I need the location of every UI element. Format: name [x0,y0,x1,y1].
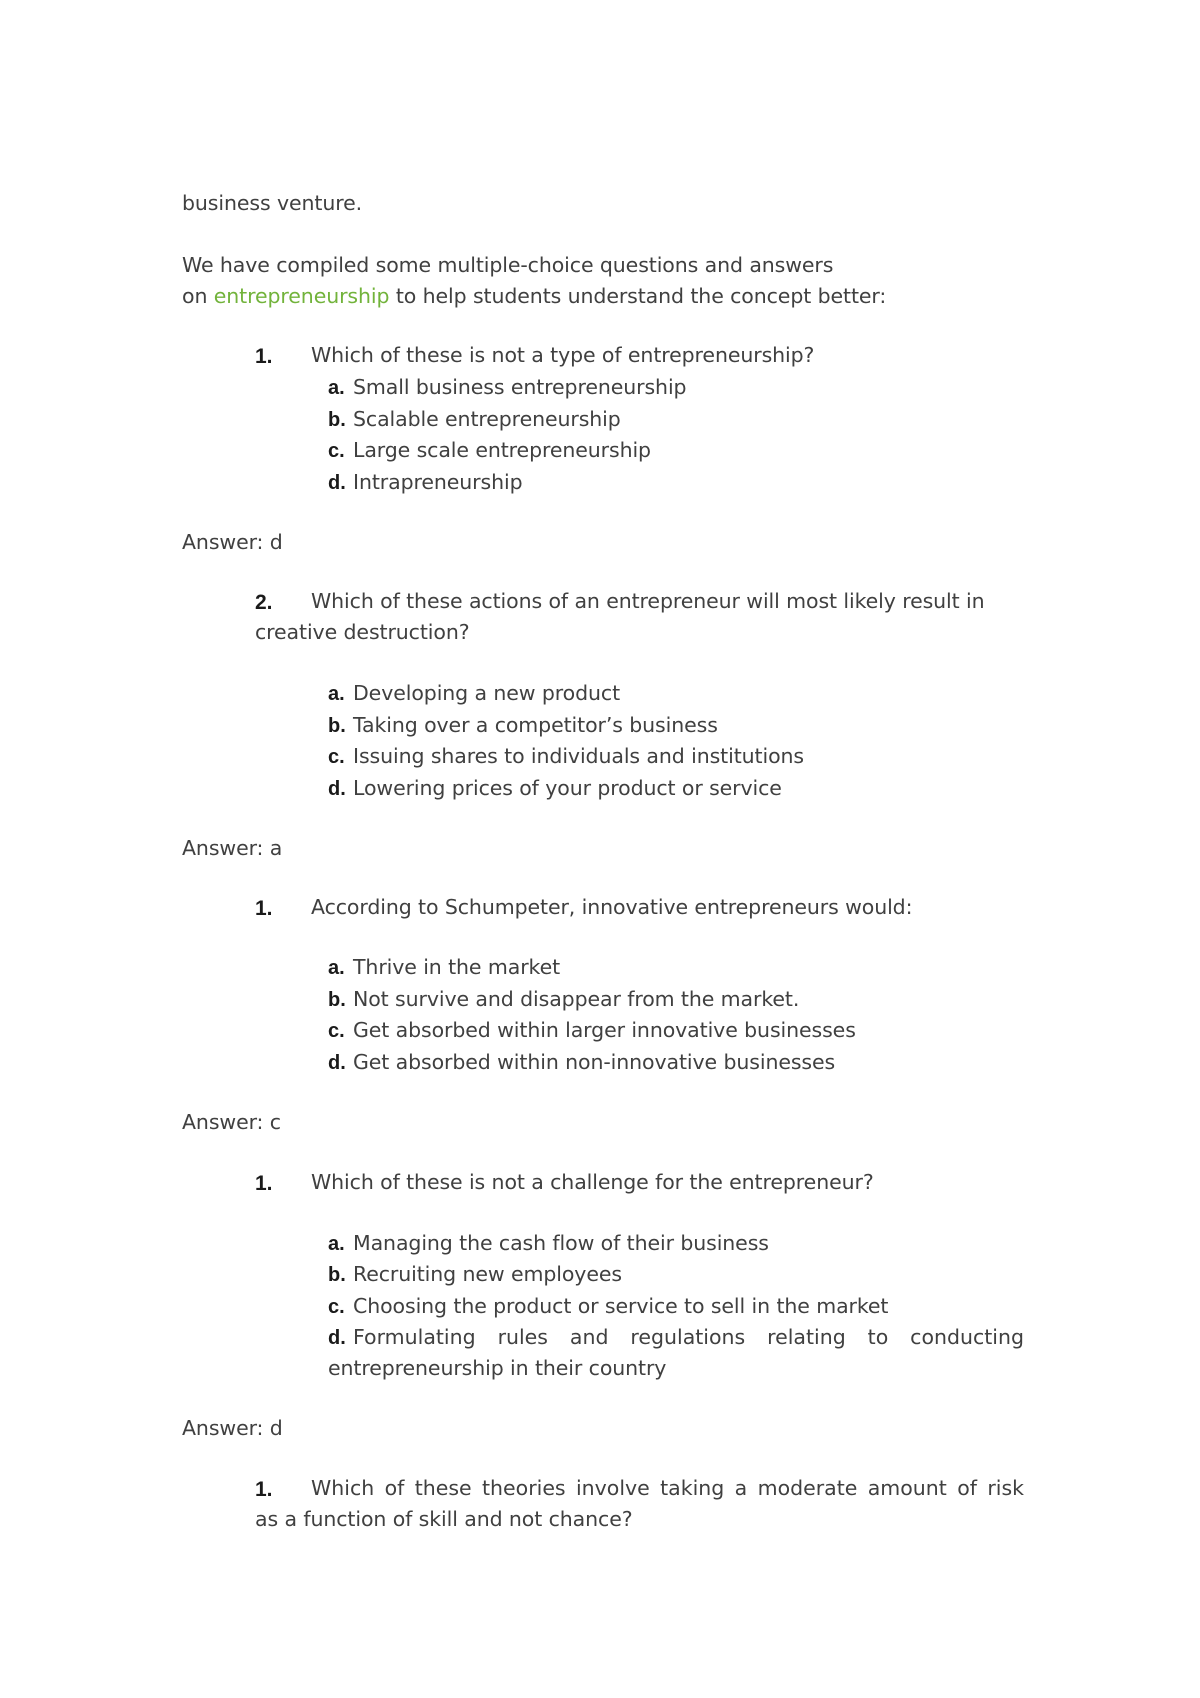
intro-suffix: to help students understand the concept better: [389,284,887,308]
question-text-line2: as a function of skill and not chance? [255,1507,633,1531]
option-letter: c. [328,440,345,462]
option-letter: b. [328,989,346,1011]
option-text-line2: entrepreneurship in their country [328,1356,667,1380]
option-text: Recruiting new employees [353,1262,622,1286]
option-text: Thrive in the market [353,955,561,979]
question-text-line2: creative destruction? [255,620,470,644]
option-text: Taking over a competitor’s business [353,713,718,737]
option-letter: d. [328,1052,346,1074]
option-letter: c. [328,1296,345,1318]
option-letter: a. [328,683,345,705]
answer-text: Answer: a [182,836,283,860]
answer-text: Answer: c [182,1110,281,1134]
option-letter: a. [328,957,345,979]
question-number: 2. [255,591,273,614]
option-text: Intrapreneurship [353,470,523,494]
option-letter: d. [328,778,346,800]
option-text: Issuing shares to individuals and institutions [353,744,804,768]
option-letter: a. [328,1233,345,1255]
question-number: 1. [255,345,273,368]
option-text: Managing the cash flow of their business [353,1231,769,1255]
option-text: Get absorbed within larger innovative businesses [353,1018,856,1042]
question-text: According to Schumpeter, innovative entrepreneurs would: [311,895,913,919]
option-text: Formulating rules and regulations relating to conducting [353,1325,1024,1349]
answer-text: Answer: d [182,1416,283,1440]
question-text: Which of these is not a challenge for the entrepreneur? [311,1170,874,1194]
option-letter: d. [328,472,346,494]
answer-text: Answer: d [182,530,283,554]
option-letter: b. [328,409,346,431]
option-text: Scalable entrepreneurship [353,407,621,431]
option-letter: b. [328,715,346,737]
intro-line-2 [182,281,886,312]
question-text: Which of these actions of an entrepreneur will most likely result in [311,589,985,613]
option-letter: d. [328,1327,346,1349]
option-letter: c. [328,1020,345,1042]
intro-line-1: We have compiled some multiple-choice questions and answers [182,253,834,277]
intro-prefix: on [182,284,214,308]
option-text: Small business entrepreneurship [353,375,687,399]
option-letter: c. [328,746,345,768]
entrepreneurship-link[interactable]: entrepreneurship [213,284,390,308]
option-text: Developing a new product [353,681,621,705]
option-text: Large scale entrepreneurship [353,438,651,462]
option-text: Choosing the product or service to sell in the market [353,1294,889,1318]
intro-line-0: business venture. [182,191,363,215]
question-text: Which of these is not a type of entrepreneurship? [311,343,815,367]
option-text: Lowering prices of your product or service [353,776,782,800]
question-number: 1. [255,897,273,920]
option-letter: a. [328,377,345,399]
question-text: Which of these theories involve taking a moderate amount of risk [311,1476,1024,1500]
question-number: 1. [255,1172,273,1195]
question-number: 1. [255,1478,273,1501]
option-letter: b. [328,1264,346,1286]
option-text: Get absorbed within non-innovative businesses [353,1050,836,1074]
option-text: Not survive and disappear from the market. [353,987,800,1011]
